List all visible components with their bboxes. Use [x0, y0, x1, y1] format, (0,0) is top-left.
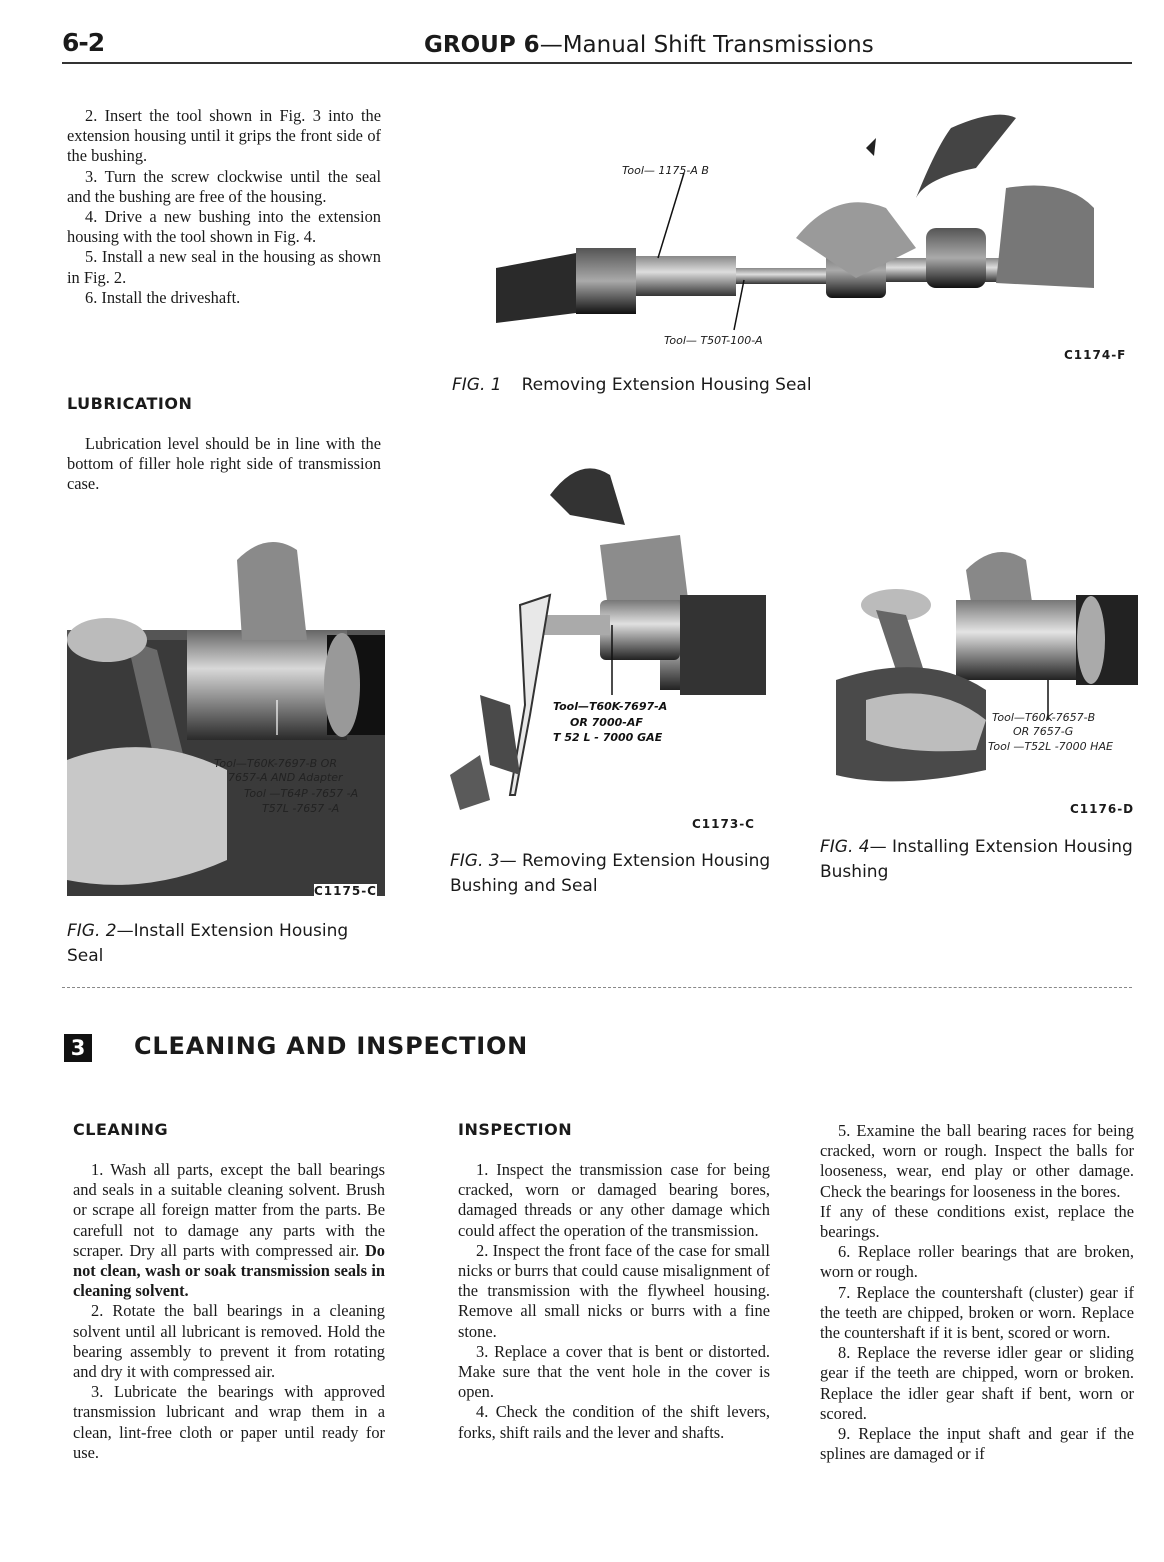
fig3-code: C1173-C — [692, 817, 755, 831]
fig3-tool-note-2: OR 7000-AF — [570, 716, 643, 729]
fig3-tool-note-3: T 52 L - 7000 GAE — [553, 731, 663, 744]
section-title: CLEANING AND INSPECTION — [134, 1032, 529, 1060]
fig4-caption-text: — Installing Extension Housing Bushing — [820, 837, 1133, 882]
header-title — [424, 32, 874, 58]
fig3-tool-note-1: Tool—T60K-7697-A — [553, 700, 668, 713]
fig2-tool-note-4: T57L -7657 -A — [262, 802, 340, 815]
inspection-step-4: 4. Check the condition of the shift levers, forks, shift rails and the lever and shafts. — [458, 1402, 770, 1442]
fig1-photo — [496, 108, 1094, 340]
header-rule — [62, 62, 1132, 64]
inspection-step-7: 7. Replace the countershaft (cluster) gear if the teeth are chipped, broken or worn. Replace the countershaft if it is bent, scored or worn. — [820, 1282, 1134, 1343]
fig1-code: C1174-F — [1064, 348, 1127, 362]
inspection-text — [458, 1160, 770, 1443]
lubrication-text — [67, 434, 381, 495]
fig3-caption-text: — Removing Extension Housing Bushing and Seal — [450, 851, 771, 896]
section-number-badge: 3 — [64, 1034, 92, 1062]
fig1-caption-num: FIG. 1 — [452, 375, 502, 395]
inspection-step-5: 5. Examine the ball bearing races for being cracked, worn or rough. Inspect the balls for looseness, wear, end play or other damage. Check the bearings for looseness in the bores. — [820, 1121, 1134, 1201]
step-3: 3. Turn the screw clockwise until the seal and the bushing are free of the housing. — [67, 166, 381, 206]
fig2-illustration — [67, 530, 385, 896]
fig2-tool-note-3: Tool —T64P -7657 -A — [244, 787, 359, 800]
fig4-code: C1176-D — [1070, 802, 1135, 816]
cleaning-step-1 — [73, 1160, 385, 1301]
step-5: 5. Install a new seal in the housing as shown in Fig. 2. — [67, 247, 381, 287]
fig2-tool-note-2: 7657-A AND Adapter — [228, 771, 343, 784]
header-group: GROUP 6 — [424, 32, 540, 58]
step-6: 6. Install the driveshaft. — [85, 287, 241, 307]
inspection-step-3: 3. Replace a cover that is bent or distorted. Make sure that the vent hole in the cover is open. — [458, 1341, 770, 1402]
fig3-photo — [450, 455, 766, 815]
step-4: 4. Drive a new bushing into the extension housing with the tool shown in Fig. 4. — [67, 207, 381, 247]
inspection-step-9: 9. Replace the input shaft and gear if the splines are damaged or if — [820, 1424, 1134, 1464]
inspection-step-6: 6. Replace roller bearings that are broken, worn or rough. — [820, 1242, 1134, 1282]
section-divider — [62, 987, 1132, 988]
fig1-tool-bottom: Tool— T50T-100-A — [664, 334, 763, 347]
inspection-step-2: 2. Inspect the front face of the case for small nicks or burrs that could cause misalignment of the transmission with the flywheel housing. Remove all small nicks or burrs with a fine stone. — [458, 1240, 770, 1341]
inspection-step-5b: If any of these conditions exist, replace the bearings. — [820, 1201, 1134, 1242]
fig2-caption — [67, 919, 379, 969]
fig2-tool-note-1: Tool—T60K-7697-B OR — [214, 757, 337, 770]
inspection-step-8: 8. Replace the reverse idler gear or sliding gear if the teeth are chipped, worn or broken. Replace the idler gear shaft if bent, worn or scored. — [820, 1343, 1134, 1423]
inspection-step-1: 1. Inspect the transmission case for being cracked, worn or damaged bearing bores, damaged threads or any other damage which could affect the operation of the transmission. — [458, 1160, 770, 1240]
fig3-caption — [450, 849, 790, 899]
lubrication-paragraph: Lubrication level should be in line with the bottom of filler hole right side of transmission case. — [67, 434, 381, 494]
fig1-caption-text: Removing Extension Housing Seal — [521, 375, 812, 395]
header-title-rest: —Manual Shift Transmissions — [539, 32, 874, 58]
fig4-tool-note-3: Tool —T52L -7000 HAE — [988, 740, 1113, 753]
cleaning-step-3: 3. Lubricate the bearings with approved transmission lubricant and wrap them in a clean, lint-free cloth or paper until ready for use. — [73, 1382, 385, 1462]
fig1-caption — [452, 373, 812, 398]
cleaning-step-2: 2. Rotate the ball bearings in a cleaning solvent until all lubricant is removed. Hold the bearing assembly to prevent it from rotating and dry it with compressed air. — [73, 1301, 385, 1382]
cleaning-heading: CLEANING — [73, 1120, 169, 1139]
fig4-caption — [820, 835, 1138, 885]
fig3-caption-num: FIG. 3 — [450, 851, 500, 871]
page-number: 6-2 — [62, 28, 105, 57]
fig2-code: C1175-C — [314, 884, 377, 898]
procedure-steps — [67, 106, 381, 308]
inspection-heading: INSPECTION — [458, 1120, 573, 1139]
fig2-photo — [67, 530, 385, 896]
fig4-tool-note-2: OR 7657-G — [1013, 725, 1074, 738]
step-2: 2. Insert the tool shown in Fig. 3 into the extension housing until it grips the front side of the bushing. — [67, 106, 381, 166]
fig1-tool-top: Tool— 1175-A B — [622, 164, 709, 177]
cleaning-text — [73, 1160, 385, 1463]
fig3-illustration — [450, 455, 766, 815]
fig1-illustration — [496, 108, 1094, 340]
inspection-continued — [820, 1121, 1134, 1464]
fig4-caption-num: FIG. 4 — [820, 837, 870, 857]
fig2-caption-text: —Install Extension Housing Seal — [67, 921, 349, 966]
lubrication-heading: LUBRICATION — [67, 394, 193, 413]
fig4-tool-note-1: Tool—T60K-7657-B — [992, 711, 1096, 724]
fig2-caption-num: FIG. 2 — [67, 921, 117, 941]
cleaning-step-1-warning: Do not clean, wash or soak transmission seals in cleaning solvent. — [73, 1240, 385, 1301]
cleaning-step-1-text: 1. Wash all parts, except the ball bearings and seals in a suitable cleaning solvent. Brush or scrape all foreign matter from the parts. Be carefull not to damage any parts with the scraper. Dry all parts with compressed air. — [73, 1160, 385, 1260]
